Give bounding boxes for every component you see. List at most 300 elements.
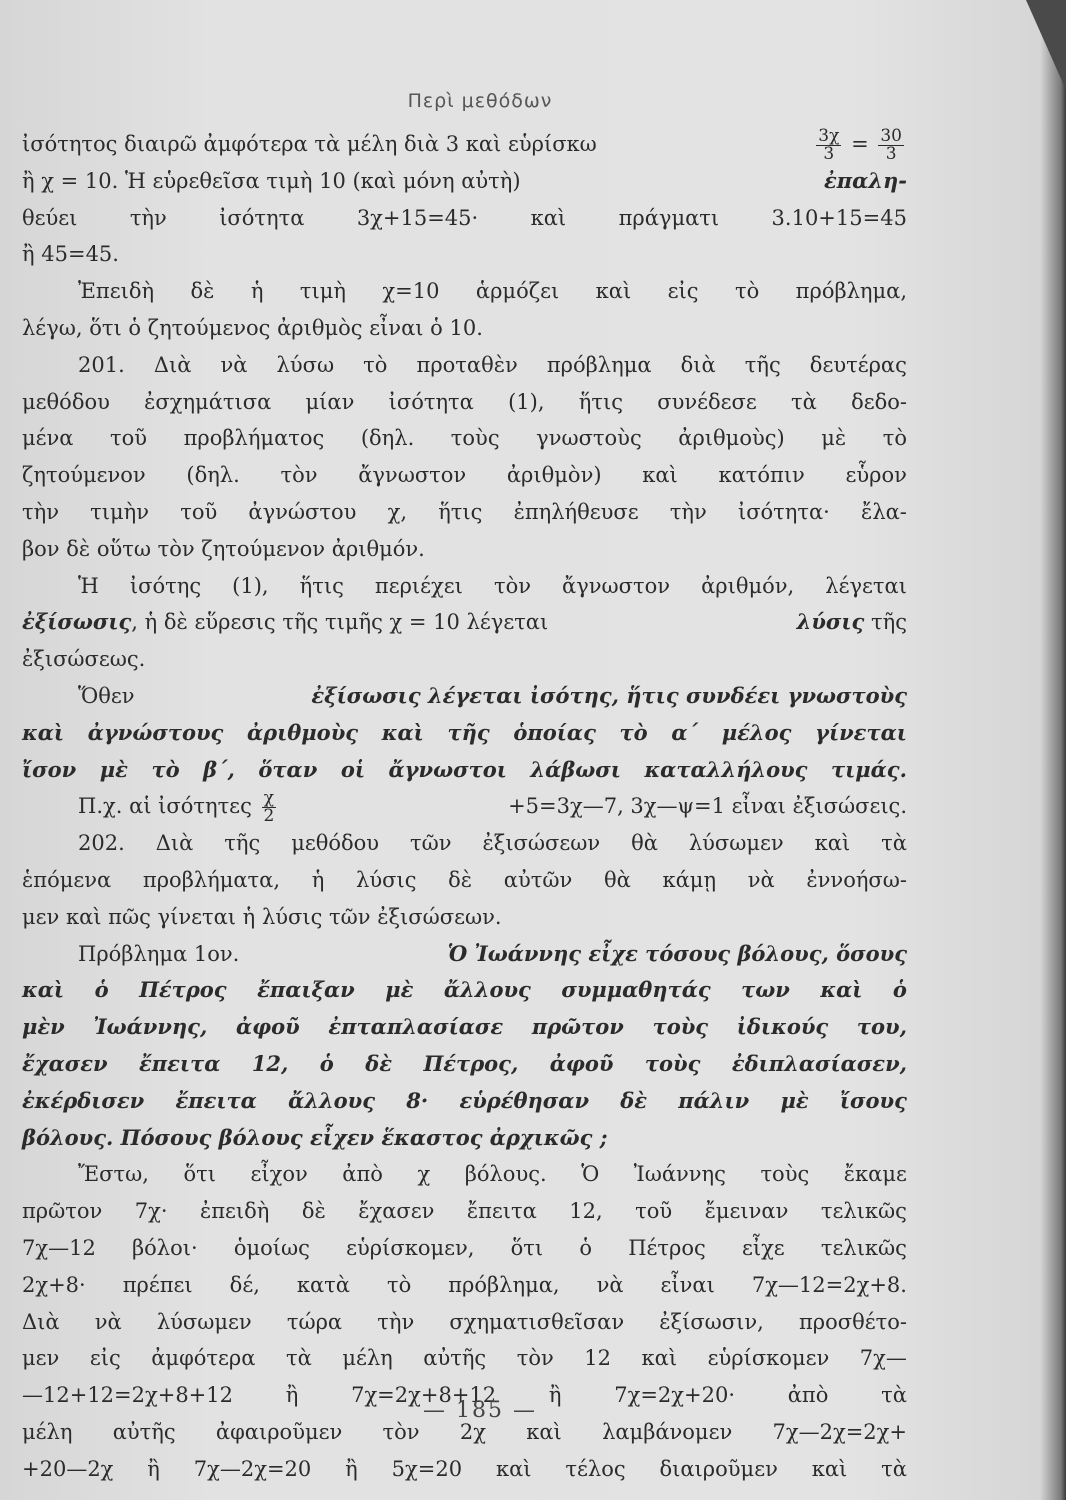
word: ἐπειδὴ [199,1199,270,1224]
running-header: Περὶ μεθόδων [407,90,553,112]
word: μέλη [342,1346,393,1371]
word: Διὰ [153,352,192,377]
text-line [22,1120,907,1157]
text-line [22,936,907,973]
fraction [878,128,904,163]
word: ἐσχημάτισα [144,389,272,414]
text-line [22,310,907,347]
word: τοὺς [760,1162,810,1187]
word: λύσωμεν [688,831,784,856]
word: μεν [22,1346,60,1371]
definition-term: ἐξίσωσις [22,609,132,635]
word: ἰσότητα· [737,499,830,524]
word: ἢ [147,1456,160,1481]
word: 7χ· [134,1199,168,1224]
word: τὰ [285,1346,312,1371]
word: εἶναι [660,1272,715,1297]
word: ἔμειναν [704,1199,789,1224]
word: ὁποίας [513,719,596,745]
word: α΄ [671,719,699,745]
word: τοὺς [450,426,500,451]
word: εὑρίσκομεν [707,1346,830,1371]
word: Ἔστω, [78,1162,149,1187]
word: 202. [78,831,125,856]
word: 8· [406,1087,429,1113]
word: μὲ [821,426,847,451]
word: ἥτις [299,573,344,598]
word: ἐπηλήθευσε [513,499,639,524]
word: τὸ [151,756,180,782]
word: καὶ [814,831,851,856]
word: ζητούμενον [22,463,146,488]
word: κατὰ [296,1272,350,1297]
word: κατόπιν [718,463,805,488]
word: ἥτις [578,389,623,414]
word: μεθόδου [22,389,110,414]
word: εὑρέθησαν [459,1087,590,1113]
text-line [22,1267,907,1304]
word: Ἰωάννης, [93,1014,208,1040]
word: ἀμφότερα [151,1346,256,1371]
word: Ἰωάννης [633,1162,726,1187]
word: μέλος [721,719,792,745]
word: ὅτι [510,1235,544,1260]
word: καὶ [811,1456,848,1481]
word: προταθὲν [416,352,518,377]
word: καὶ [22,719,65,745]
word: πρόβλημα, [448,1272,560,1297]
word: ἔχασεν [22,1050,108,1076]
word: συνέδεσε [657,389,757,414]
word: τὴν [22,499,59,524]
word: ἔπειτα [175,1087,257,1113]
fraction-numerator: χ [262,790,277,808]
word: λύσω [276,352,335,377]
word: +20—2χ [22,1456,114,1481]
word: 7χ—12=2χ+8. [751,1272,907,1297]
word: ἐξισώσεων [482,831,601,856]
definition-text: ἐξίσωσις λέγεται ἰσότης, ἥτις συνδέει γνωστοὺς [311,682,907,708]
word: δέ, [229,1272,260,1297]
text-segment: μεν καὶ πῶς γίνεται ἡ λύσις τῶν ἐξισώσεων. [22,904,502,929]
word: τώρα [286,1309,343,1334]
word: καὶ [22,977,65,1003]
word: τοῦ [180,499,218,524]
word: λάβωσι [530,756,621,782]
text-line [22,457,907,494]
text-line [22,1340,907,1377]
word: τελικῶς [820,1235,907,1260]
word: μὲ [780,1087,809,1113]
word: εἶχον [250,1162,308,1187]
text-line [22,1304,907,1341]
word: μένα [22,426,74,451]
equation [813,126,907,163]
word: ἔκαμε [843,1162,907,1187]
word: ἀριθμὸν) [506,463,602,488]
word: ἀφαιροῦμεν [215,1419,343,1444]
word: μὲ [385,977,414,1003]
word: τὰ [881,1456,907,1481]
word: καὶ [595,279,632,304]
word: δὲ [190,279,215,304]
text-line [22,862,907,899]
word: Ὁ [581,1162,600,1187]
word: θὰ [603,867,631,892]
word: βόλοι· [132,1235,198,1260]
word: του, [856,1014,907,1040]
fraction-numerator: 30 [880,126,902,146]
text-line [22,347,907,384]
word: εὑρίσκομεν, [346,1235,475,1260]
word: αὐτῆς [112,1419,176,1444]
word: Πέτρος [139,977,227,1003]
text-line [22,604,907,641]
word: διὰ [680,352,716,377]
text-line [22,1046,907,1083]
word: αὐτῶν [503,867,573,892]
word: πρόβλημα [546,352,652,377]
word: γνωστοὺς [536,426,642,451]
word: ἄλλους [288,1087,376,1113]
word: τοῦ [110,426,148,451]
word: καὶ [526,1419,562,1444]
text-segment: , ἡ δὲ εὕρεσις τῆς τιμῆς χ = 10 λέγεται [131,610,549,635]
word: τὸ [386,1272,412,1297]
word: ὁ [579,1235,592,1260]
text-segment: ἢ 45=45. [22,242,119,267]
word: (1), [232,573,269,598]
word: οἱ [340,756,365,782]
fraction [816,128,841,163]
word: 3χ+15=45· [356,205,479,230]
word: πρῶτον [531,1014,624,1040]
word: ἥτις [438,499,483,524]
word: ἰσότητα [219,205,305,230]
text-line [22,899,907,936]
word: τὴν [377,1309,415,1334]
text-line [22,788,907,825]
word: 5χ=20 [391,1456,463,1481]
word: δὲ [301,1199,326,1224]
word: νὰ [596,1272,624,1297]
word: ἴσους [839,1087,907,1113]
text-line [22,972,907,1009]
word: χ [417,1162,431,1187]
word: 2χ+8· [22,1272,86,1297]
word: σχηματισθεῖσαν [449,1309,625,1334]
word: λέγεται [825,573,907,598]
word: γίνεται [815,719,907,745]
word: τὰ [791,389,817,414]
word: πράγματι [618,205,720,230]
word: τῆς [447,719,490,745]
word: ἀπὸ [342,1162,383,1187]
text-line [22,678,907,715]
word: βόλους. [464,1162,547,1187]
word: τιμὴ [299,279,346,304]
text-line [22,200,907,237]
text-line [22,568,907,605]
word: ἡ [311,867,325,892]
word: κάμῃ [662,867,717,892]
word: τὸν [382,1419,420,1444]
word: —12+12=2χ+8+12 [22,1383,233,1408]
word: ἀγνώστους [87,719,224,745]
text-line [22,1451,907,1488]
word: καὶ [381,719,424,745]
word: δὲ [365,1050,393,1076]
word: ἢ [548,1383,562,1408]
word: Διὰ [22,1309,60,1334]
word: διαιροῦμεν [659,1456,778,1481]
word: αὐτῆς [423,1346,487,1371]
word: 7χ=2χ+8+12 [351,1383,497,1408]
problem-text: βόλους. Πόσους βόλους εἶχεν ἕκαστος ἀρχικῶς ; [22,1124,608,1150]
word: ἐπταπλασίασε [328,1014,504,1040]
text-line [22,236,907,273]
word: μὲν [22,1014,65,1040]
text-line [22,420,907,457]
word: Πέτρος [628,1235,706,1260]
word: τὸ [734,279,760,304]
word: ἐκέρδισεν [22,1087,145,1113]
word: χ, [387,499,407,524]
word: 7χ—12 [22,1235,96,1260]
text-segment: +5=3χ—7, 3χ—ψ=1 εἶναι ἐξισώσεις. [508,794,907,819]
word: ἔλα- [861,499,907,524]
word: 7χ— [859,1346,907,1371]
page-number: — 185 — [423,1398,537,1423]
word: τὸ [363,352,388,377]
word: ἑπόμενα [22,867,112,892]
word: τὰ [881,831,907,856]
word: μίαν [305,389,355,414]
word: τῆς [224,831,261,856]
word: ὁ [94,977,109,1003]
fraction-denominator: 3 [885,144,897,164]
word: β΄, [203,756,235,782]
word: ἀριθμόν, [701,573,795,598]
word: εἰς [89,1346,121,1371]
word: 12 [584,1346,612,1371]
word: πρῶτον [22,1199,103,1224]
fraction-numerator: 3χ [818,126,840,146]
word: τοῦ [635,1199,673,1224]
word: ἀφοῦ [235,1014,300,1040]
word: τὴν [129,205,167,230]
word: ἐξίσωσιν, [659,1309,764,1334]
word: καὶ [495,1456,532,1481]
word: ἔχασεν [358,1199,435,1224]
text-segment: Π.χ. αἱ ἰσότητες [78,794,252,819]
word: 7χ=2χ+20· [614,1383,735,1408]
text-segment: ἐξισώσεως. [22,647,146,672]
text-segment: λέγω, ὅτι ὁ ζητούμενος ἀριθμὸς εἶναι ὁ 10. [22,315,483,340]
word: 12, [251,1050,289,1076]
text-segment: τῆς [871,610,907,635]
word: τὴν [669,499,707,524]
word: πρόβλημα, [795,279,907,304]
word: 3.10+15=45 [771,205,907,230]
word: ἢ [345,1456,358,1481]
word: ἴσον [22,756,77,782]
word: ἁρμόζει [475,279,560,304]
text-line [22,641,907,678]
word: λύσωμεν [156,1309,252,1334]
word: περιέχει [374,573,463,598]
word: ὁμοίως [233,1235,310,1260]
word: τιμὴν [90,499,150,524]
word: τῶν [410,831,452,856]
text-line [22,531,907,568]
word: προσθέτο- [798,1309,907,1334]
page-corner-shadow [1026,0,1066,90]
word: ἄγνωστοι [388,756,507,782]
text-segment: ἢ χ = 10. Ἡ εὑρεθεῖσα τιμὴ 10 (καὶ μόνη αὐτὴ) [22,168,521,193]
text-line [22,273,907,310]
text-line [22,163,907,200]
page-spine-shadow [1040,0,1066,1500]
word: λαμβάνομεν [602,1419,733,1444]
word: των [741,977,790,1003]
word: νὰ [94,1309,122,1334]
text-segment: ἰσότητος διαιρῶ ἀμφότερα τὰ μέλη διὰ 3 καὶ εὑρίσκω [22,132,597,156]
word: Ἡ [78,573,99,598]
word: 12, [569,1199,603,1224]
word: καταλλήλους [644,756,808,782]
definition-term: λύσις [796,609,865,635]
word: (δηλ. [360,426,415,451]
word: τέλος [565,1456,626,1481]
word: Διὰ [155,831,194,856]
word: ὁ [892,977,907,1003]
text-segment: βον δὲ οὕτω τὸν ζητούμενον ἀριθμόν. [22,536,425,561]
word: ἢ [285,1383,299,1408]
word: θὰ [631,831,658,856]
word: τελικῶς [820,1199,907,1224]
word: εἶχε [741,1235,785,1260]
word: ἔπειτα [466,1199,537,1224]
word: ἔπαιξαν [257,977,355,1003]
text-line [22,126,907,163]
text-segment: Ὅθεν [78,683,135,708]
word: τὸ [882,426,907,451]
body-text [22,126,907,1487]
word: νὰ [220,352,248,377]
word: δὲ [620,1087,648,1113]
word: (1), [508,389,545,414]
word: τοὺς [652,1014,709,1040]
text-line [22,1193,907,1230]
word: ἔπειτα [139,1050,221,1076]
word: δὲ [448,867,473,892]
word: μέλη [22,1419,73,1444]
word: δεδο- [851,389,907,414]
text-line [22,1083,907,1120]
word: δευτέρας [809,352,907,377]
word: Πέτρος, [423,1050,519,1076]
word: προβλήματος [183,426,325,451]
word: καὶ [642,463,678,488]
word: πρέπει [122,1272,193,1297]
word: ὅταν [258,756,318,782]
word: μεθόδου [291,831,380,856]
word: τοὺς [644,1050,701,1076]
word: ἄγνωστον [358,463,467,488]
problem-label: Πρόβλημα 1ον. [78,941,240,966]
problem-text: Ὁ Ἰωάννης εἶχε τόσους βόλους, ὅσους [447,940,907,966]
text-line [22,1230,907,1267]
word: τιμάς. [830,756,907,782]
word: νὰ [747,867,775,892]
text-line [22,825,907,862]
word: 7χ—2χ=2χ+ [772,1419,907,1444]
word: συμμαθητάς [561,977,711,1003]
word: ἐννοήσω- [806,867,907,892]
word: ἀγνώστου [248,499,357,524]
text-line [22,1009,907,1046]
word: ἄλλους [443,977,531,1003]
word: 7χ—2χ=20 [193,1456,312,1481]
emphasized-term: ἐπαλη- [823,167,907,193]
word: τὸ [619,719,648,745]
text-line [22,1156,907,1193]
word: ἡ [250,279,264,304]
word: (δηλ. [186,463,240,488]
word: προβλήματα, [142,867,281,892]
word: ἄγνωστον [562,573,671,598]
word: τῆς [744,352,781,377]
text-line [22,494,907,531]
word: Ἐπειδὴ [78,279,155,304]
word: τὸν [280,463,318,488]
word: ἀπὸ [787,1383,829,1408]
word: ἰδικούς [736,1014,829,1040]
fraction [262,790,277,825]
word: καὶ [530,205,567,230]
word: χ=10 [382,279,440,304]
word: ἰσότητα [388,389,474,414]
fraction-denominator: 2 [263,806,275,827]
word: ἀριθμοὺς) [678,426,785,451]
word: καὶ [820,977,863,1003]
word: θεύει [22,205,78,230]
text-line [22,384,907,421]
text-line [22,752,907,789]
word: ὁ [319,1050,334,1076]
word: καὶ [641,1346,678,1371]
word: ἐδιπλασίασεν, [731,1050,907,1076]
word: τὸν [493,573,531,598]
word: πάλιν [678,1087,750,1113]
equals-sign: = [851,132,869,156]
word: λύσις [356,867,417,892]
word: ἀριθμοὺς [247,719,359,745]
word: ἰσότης [129,573,202,598]
text-line [22,715,907,752]
word: εἰς [667,279,699,304]
word: τὰ [881,1383,907,1408]
word: μὲ [99,756,128,782]
word: τὸν [516,1346,554,1371]
word: 2χ [459,1419,486,1444]
word: ἀφοῦ [549,1050,614,1076]
word: εὗρον [845,463,907,488]
word: ὅτι [183,1162,216,1187]
fraction-denominator: 3 [823,144,835,164]
word: 201. [78,352,125,377]
